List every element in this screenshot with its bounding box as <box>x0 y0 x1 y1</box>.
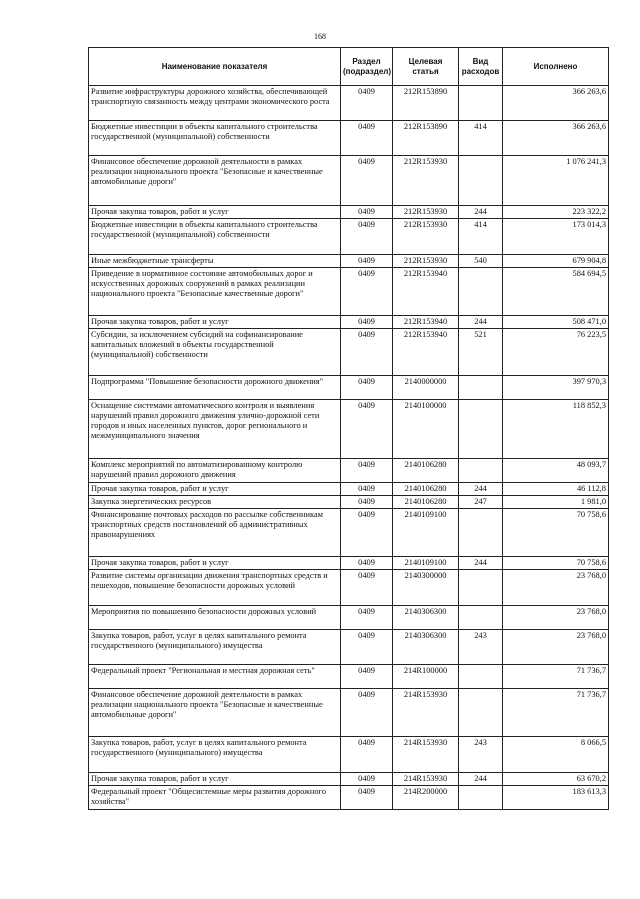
table-row <box>89 786 609 810</box>
table-row <box>89 459 609 483</box>
cell-article: 214R100000 <box>393 665 459 689</box>
cell-article: 2140300000 <box>393 570 459 606</box>
cell-name: Прочая закупка товаров, работ и услуг <box>89 316 341 329</box>
cell-executed: 1 981,0 <box>503 496 609 509</box>
cell-article: 2140106280 <box>393 483 459 496</box>
table-row <box>89 255 609 268</box>
cell-section: 0409 <box>341 737 393 773</box>
cell-article: 212R153930 <box>393 255 459 268</box>
table-row <box>89 86 609 121</box>
cell-article: 212R153940 <box>393 329 459 376</box>
cell-article: 212R153890 <box>393 86 459 121</box>
cell-expense-type <box>459 400 503 459</box>
cell-executed: 173 014,3 <box>503 219 609 255</box>
cell-article: 214R200000 <box>393 786 459 810</box>
cell-section: 0409 <box>341 496 393 509</box>
budget-table <box>88 47 609 810</box>
cell-article: 212R153930 <box>393 206 459 219</box>
cell-name: Развитие инфраструктуры дорожного хозяйства, обеспечивающей транспортную связанность между центрами экономического роста <box>89 86 341 121</box>
cell-executed: 48 093,7 <box>503 459 609 483</box>
cell-section: 0409 <box>341 606 393 630</box>
cell-executed: 23 768,0 <box>503 570 609 606</box>
cell-executed: 183 613,3 <box>503 786 609 810</box>
cell-section: 0409 <box>341 329 393 376</box>
cell-executed: 366 263,6 <box>503 121 609 156</box>
cell-article: 2140000000 <box>393 376 459 400</box>
cell-name: Бюджетные инвестиции в объекты капитального строительства государственной (муниципальной) собственности <box>89 219 341 255</box>
table-row <box>89 121 609 156</box>
cell-expense-type: 414 <box>459 219 503 255</box>
cell-executed: 63 670,2 <box>503 773 609 786</box>
cell-section: 0409 <box>341 156 393 206</box>
cell-section: 0409 <box>341 786 393 810</box>
table-row <box>89 206 609 219</box>
cell-expense-type <box>459 376 503 400</box>
cell-name: Закупка товаров, работ, услуг в целях капитального ремонта государственного (муниципального) имущества <box>89 737 341 773</box>
cell-expense-type <box>459 689 503 737</box>
cell-name: Прочая закупка товаров, работ и услуг <box>89 206 341 219</box>
cell-executed: 584 694,5 <box>503 268 609 316</box>
cell-executed: 23 768,0 <box>503 630 609 665</box>
cell-article: 212R153940 <box>393 316 459 329</box>
cell-executed: 76 223,5 <box>503 329 609 376</box>
table-row <box>89 329 609 376</box>
cell-name: Финансовое обеспечение дорожной деятельности в рамках реализации национального проекта "Безопасные и качественные автомобильные дороги" <box>89 689 341 737</box>
header-name: Наименование показателя <box>89 48 341 86</box>
cell-section: 0409 <box>341 459 393 483</box>
cell-executed: 118 852,3 <box>503 400 609 459</box>
header-article: Целевая статья <box>393 48 459 86</box>
cell-article: 2140306300 <box>393 630 459 665</box>
cell-executed: 70 758,6 <box>503 557 609 570</box>
cell-name: Федеральный проект "Региональная и местная дорожная сеть" <box>89 665 341 689</box>
cell-executed: 1 076 241,3 <box>503 156 609 206</box>
cell-executed: 397 970,3 <box>503 376 609 400</box>
cell-executed: 23 768,0 <box>503 606 609 630</box>
cell-name: Закупка товаров, работ, услуг в целях капитального ремонта государственного (муниципального) имущества <box>89 630 341 665</box>
cell-section: 0409 <box>341 86 393 121</box>
cell-expense-type: 244 <box>459 206 503 219</box>
cell-name: Прочая закупка товаров, работ и услуг <box>89 773 341 786</box>
cell-executed: 46 112,8 <box>503 483 609 496</box>
cell-section: 0409 <box>341 509 393 557</box>
cell-executed: 8 066,5 <box>503 737 609 773</box>
cell-expense-type: 243 <box>459 630 503 665</box>
cell-expense-type <box>459 509 503 557</box>
table-row <box>89 689 609 737</box>
cell-section: 0409 <box>341 316 393 329</box>
cell-expense-type: 243 <box>459 737 503 773</box>
table-row <box>89 156 609 206</box>
cell-expense-type <box>459 606 503 630</box>
table-row <box>89 630 609 665</box>
cell-article: 2140109100 <box>393 557 459 570</box>
cell-expense-type: 521 <box>459 329 503 376</box>
cell-article: 212R153930 <box>393 219 459 255</box>
table-row <box>89 557 609 570</box>
cell-executed: 71 736,7 <box>503 689 609 737</box>
cell-name: Федеральный проект "Общесистемные меры развития дорожного хозяйства" <box>89 786 341 810</box>
cell-section: 0409 <box>341 630 393 665</box>
cell-article: 212R153890 <box>393 121 459 156</box>
cell-section: 0409 <box>341 570 393 606</box>
cell-executed: 508 471,0 <box>503 316 609 329</box>
cell-name: Субсидии, за исключением субсидий на софинансирование капитальных вложений в объекты государственной (муниципальной) собственности <box>89 329 341 376</box>
cell-expense-type <box>459 156 503 206</box>
cell-article: 214R153930 <box>393 689 459 737</box>
cell-expense-type <box>459 268 503 316</box>
table-row <box>89 570 609 606</box>
cell-expense-type <box>459 570 503 606</box>
table-row <box>89 665 609 689</box>
cell-section: 0409 <box>341 268 393 316</box>
cell-executed: 223 322,2 <box>503 206 609 219</box>
cell-article: 2140306300 <box>393 606 459 630</box>
page-number: 168 <box>314 32 326 41</box>
cell-executed: 70 758,6 <box>503 509 609 557</box>
cell-name: Оснащение системами автоматического контроля и выявления нарушений правил дорожного движения улично-дорожной сети городов и иных населенных пунктов, дорог регионального и межмуниципального значения <box>89 400 341 459</box>
cell-name: Прочая закупка товаров, работ и услуг <box>89 483 341 496</box>
table-row <box>89 606 609 630</box>
cell-article: 2140106280 <box>393 496 459 509</box>
cell-expense-type: 414 <box>459 121 503 156</box>
cell-expense-type <box>459 86 503 121</box>
cell-name: Развитие системы организации движения транспортных средств и пешеходов, повышение безопасности дорожных условий <box>89 570 341 606</box>
cell-section: 0409 <box>341 376 393 400</box>
cell-expense-type <box>459 786 503 810</box>
cell-name: Иные межбюджетные трансферты <box>89 255 341 268</box>
cell-name: Подпрограмма "Повышение безопасности дорожного движения" <box>89 376 341 400</box>
cell-section: 0409 <box>341 483 393 496</box>
cell-article: 212R153930 <box>393 156 459 206</box>
cell-name: Закупка энергетических ресурсов <box>89 496 341 509</box>
cell-expense-type: 244 <box>459 773 503 786</box>
cell-article: 2140100000 <box>393 400 459 459</box>
table-row <box>89 268 609 316</box>
cell-expense-type <box>459 459 503 483</box>
table-row <box>89 483 609 496</box>
cell-expense-type: 244 <box>459 557 503 570</box>
header-expense-type: Вид расходов <box>459 48 503 86</box>
cell-name: Комплекс мероприятий по автоматизированному контролю нарушений правил дорожного движения <box>89 459 341 483</box>
cell-article: 214R153930 <box>393 773 459 786</box>
cell-section: 0409 <box>341 689 393 737</box>
cell-name: Прочая закупка товаров, работ и услуг <box>89 557 341 570</box>
cell-expense-type <box>459 665 503 689</box>
table-row <box>89 400 609 459</box>
cell-article: 2140106280 <box>393 459 459 483</box>
cell-expense-type: 244 <box>459 316 503 329</box>
cell-name: Приведение в нормативное состояние автомобильных дорог и искусственных дорожных сооружений в рамках реализации национального проекта "Безопасные качественные дороги" <box>89 268 341 316</box>
cell-name: Бюджетные инвестиции в объекты капитального строительства государственной (муниципальной) собственности <box>89 121 341 156</box>
cell-article: 212R153940 <box>393 268 459 316</box>
cell-section: 0409 <box>341 121 393 156</box>
cell-section: 0409 <box>341 665 393 689</box>
cell-section: 0409 <box>341 206 393 219</box>
cell-section: 0409 <box>341 400 393 459</box>
table-row <box>89 773 609 786</box>
table-row <box>89 316 609 329</box>
table-header-row <box>89 48 609 86</box>
cell-name: Мероприятия по повышению безопасности дорожных условий <box>89 606 341 630</box>
cell-name: Финансовое обеспечение дорожной деятельности в рамках реализации национального проекта "Безопасные и качественные автомобильные дороги" <box>89 156 341 206</box>
cell-executed: 366 263,6 <box>503 86 609 121</box>
table-row <box>89 219 609 255</box>
cell-expense-type: 244 <box>459 483 503 496</box>
cell-expense-type: 540 <box>459 255 503 268</box>
header-executed: Исполнено <box>503 48 609 86</box>
cell-section: 0409 <box>341 219 393 255</box>
table-row <box>89 496 609 509</box>
cell-section: 0409 <box>341 557 393 570</box>
cell-article: 2140109100 <box>393 509 459 557</box>
table-row <box>89 376 609 400</box>
header-section: Раздел (подраздел) <box>341 48 393 86</box>
cell-expense-type: 247 <box>459 496 503 509</box>
cell-name: Финансирование почтовых расходов по рассылке собственникам транспортных средств постановлений об административных правонарушениях <box>89 509 341 557</box>
cell-executed: 71 736,7 <box>503 665 609 689</box>
table-row <box>89 509 609 557</box>
cell-section: 0409 <box>341 255 393 268</box>
cell-section: 0409 <box>341 773 393 786</box>
table-body <box>89 86 609 810</box>
cell-executed: 679 904,8 <box>503 255 609 268</box>
cell-article: 214R153930 <box>393 737 459 773</box>
table-row <box>89 737 609 773</box>
